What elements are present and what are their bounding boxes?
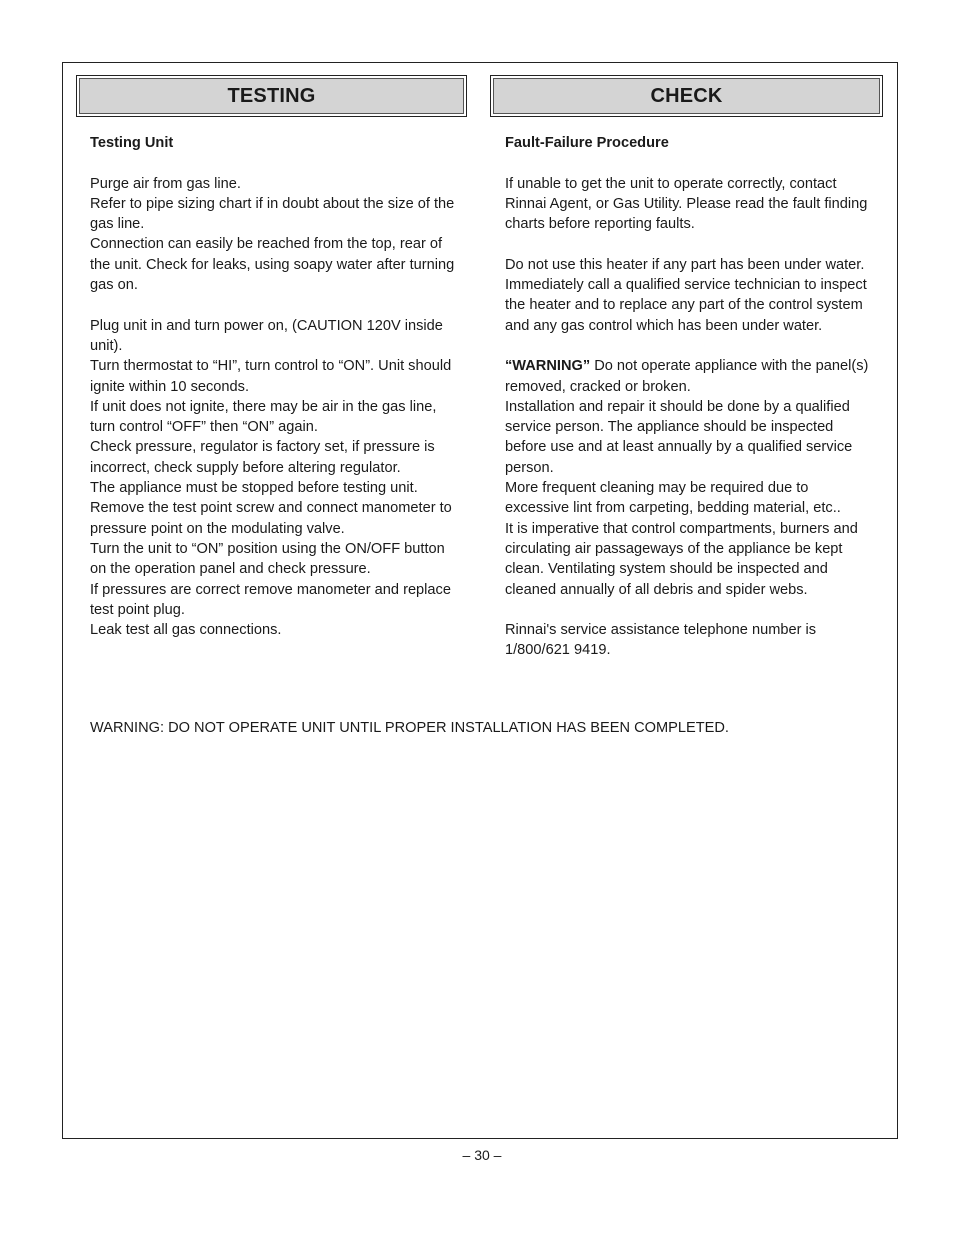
testing-line: Purge air from gas line.: [90, 175, 241, 192]
check-line: More frequent cleaning may be required due to excessive lint from carpeting, bedding material, etc..: [505, 480, 841, 517]
check-header: [490, 75, 883, 117]
testing-line: Check pressure, regulator is factory set, if pressure is incorrect, check supply before altering regulator.: [90, 439, 435, 476]
testing-column: [90, 133, 460, 640]
testing-line: The appliance must be stopped before testing unit.: [90, 480, 418, 497]
testing-line: Connection can easily be reached from the top, rear of the unit. Check for leaks, using soapy water after turning gas on.: [90, 236, 455, 294]
check-line: It is imperative that control compartments, burners and circulating air passageways of the appliance be kept clean. Ventilating system should be inspected and cleaned annually of all debris and spider webs.: [505, 520, 858, 598]
testing-line: If pressures are correct remove manometer and replace test point plug.: [90, 581, 451, 618]
check-title: CHECK: [650, 84, 723, 107]
testing-line: Refer to pipe sizing chart if in doubt about the size of the gas line.: [90, 195, 455, 233]
page-number: – 30 –: [462, 1147, 502, 1163]
check-column: [505, 133, 875, 661]
testing-line: Leak test all gas connections.: [90, 622, 282, 639]
testing-header: [76, 75, 467, 117]
testing-line: Turn the unit to “ON” position using the ON/OFF button on the operation panel and check pressure.: [90, 540, 445, 578]
testing-line: Turn thermostat to “HI”, turn control to “ON”. Unit should ignite within 10 seconds.: [90, 358, 452, 395]
check-paragraph: If unable to get the unit to operate correctly, contact Rinnai Agent, or Gas Utility. Please read the fault finding charts before reporting faults.: [505, 175, 868, 233]
warning-paragraph: [505, 356, 875, 397]
check-line: Installation and repair it should be done by a qualified service person. The appliance should be inspected before use and at least annually by a qualified service person.: [505, 398, 853, 476]
testing-subheading: Testing Unit: [90, 135, 174, 151]
testing-line: Plug unit in and turn power on, (CAUTION 120V inside unit).: [90, 317, 443, 354]
testing-line: If unit does not ignite, there may be air in the gas line, turn control “OFF” then “ON” again.: [90, 398, 437, 436]
service-phone-paragraph: Rinnai's service assistance telephone number is 1/800/621 9419.: [505, 622, 817, 659]
testing-title: TESTING: [227, 84, 316, 107]
installation-warning: WARNING: DO NOT OPERATE UNIT UNTIL PROPER INSTALLATION HAS BEEN COMPLETED.: [90, 720, 729, 736]
check-paragraph: Do not use this heater if any part has been under water. Immediately call a qualified service technician to inspect the heater and to replace any part of the control system and any gas control which has been under water.: [505, 256, 867, 334]
warning-label: “WARNING”: [505, 358, 591, 375]
check-subheading: Fault-Failure Procedure: [505, 135, 669, 151]
testing-line: Remove the test point screw and connect manometer to pressure point on the modulating valve.: [90, 500, 452, 537]
warning-text: Do not operate appliance with the panel(s) removed, cracked or broken.: [505, 358, 869, 395]
